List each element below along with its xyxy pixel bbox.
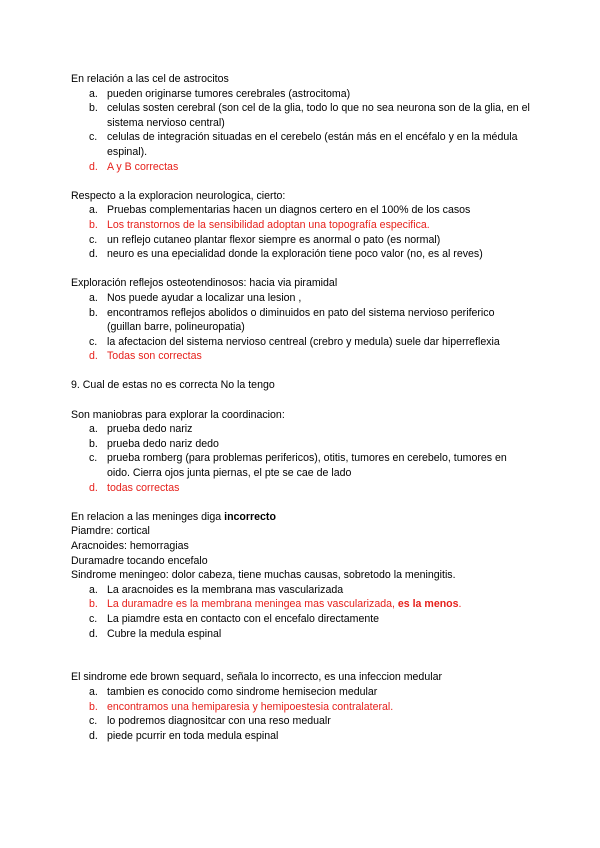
option-a <box>71 87 531 102</box>
option-c <box>71 335 531 350</box>
option-a <box>71 203 531 218</box>
option-text: celulas sosten cerebral (son cel de la glia, todo lo que no sea neurona son de la glia, en el sistema nervioso central) <box>107 102 530 129</box>
option-letter: b. <box>89 700 98 713</box>
option-a <box>71 685 531 700</box>
option-text: un reflejo cutaneo plantar flexor siempre es anormal o pato (es normal) <box>107 233 441 246</box>
option-letter: a. <box>89 291 98 304</box>
option-text: prueba romberg (para problemas perifericos), otitis, tumores en cerebelo, tumores en oido. Cierra ojos junta piernas, el pte se cae de lado <box>107 452 507 480</box>
option-letter: c. <box>89 131 98 144</box>
question-exploracion-neurologica <box>71 189 531 262</box>
option-text: piede pcurrir en toda medula espinal <box>107 729 279 742</box>
option-b <box>71 306 531 335</box>
question-astrocitos <box>71 72 531 174</box>
question-prompt <box>71 510 531 525</box>
option-c <box>71 130 531 159</box>
option-a <box>71 422 531 437</box>
option-d-correct <box>71 349 531 364</box>
option-letter: a. <box>89 87 98 100</box>
question-prompt: Son maniobras para explorar la coordinacion: <box>71 408 285 421</box>
option-c <box>71 714 531 729</box>
option-list <box>71 203 531 261</box>
option-text: celulas de integración situadas en el cerebelo (están más en el encéfalo y en la médula espinal). <box>107 131 518 158</box>
option-text: prueba dedo nariz dedo <box>107 437 219 450</box>
option-c <box>71 612 531 627</box>
option-d-correct <box>71 160 531 175</box>
question-reflejos <box>71 276 531 364</box>
option-letter: a. <box>89 423 98 436</box>
option-letter: c. <box>89 335 98 348</box>
option-text: encontramos una hemiparesia y hemipoestesia contralateral. <box>107 700 394 713</box>
option-c <box>71 233 531 248</box>
option-text: Pruebas complementarias hacen un diagnos certero en el 100% de los casos <box>107 204 471 217</box>
note-sindrome-meningeo: Sindrome meningeo: dolor cabeza, tiene muchas causas, sobretodo la meningitis. <box>71 569 456 582</box>
option-text: La piamdre esta en contacto con el encefalo directamente <box>107 612 380 625</box>
option-letter: a. <box>89 583 98 596</box>
option-letter: c. <box>89 452 98 465</box>
option-text: la afectacion del sistema nervioso centreal (crebro y medula) suele dar hiperreflexia <box>107 335 500 348</box>
option-text: La duramadre es la membrana meningea mas vascularizada, <box>107 598 398 611</box>
note-line: 9. Cual de estas no es correcta No la tengo <box>71 379 275 392</box>
option-letter: b. <box>89 218 98 231</box>
option-text: pueden originarse tumores cerebrales (astrocitoma) <box>107 87 351 100</box>
option-text: Los transtornos de la sensibilidad adoptan una topografía especifica. <box>107 218 430 231</box>
option-text: Todas son correctas <box>107 350 202 363</box>
option-text: A y B correctas <box>107 160 179 173</box>
option-letter: a. <box>89 685 98 698</box>
option-list <box>71 685 531 743</box>
question-prompt: En relación a las cel de astrocitos <box>71 73 229 85</box>
option-c <box>71 451 531 480</box>
option-letter: c. <box>89 233 98 246</box>
prompt-text: En relacion a las meninges diga <box>71 510 225 523</box>
option-letter: c. <box>89 612 98 625</box>
option-text: Nos puede ayudar a localizar una lesion , <box>107 291 302 304</box>
option-after-text: . <box>458 598 462 611</box>
option-text: tambien es conocido como sindrome hemisecion medular <box>107 685 378 698</box>
question-prompt: El sindrome ede brown sequard, señala lo incorrecto, es una infeccion medular <box>71 671 442 684</box>
option-list <box>71 583 531 641</box>
question-brown-sequard <box>71 670 531 743</box>
note-aracnoides: Aracnoides: hemorragias <box>71 540 189 552</box>
option-b-correct <box>71 597 531 612</box>
option-b <box>71 437 531 452</box>
option-letter: b. <box>89 598 98 611</box>
option-a <box>71 291 531 306</box>
option-text: neuro es una epecialidad donde la exploración tiene poco valor (no, es al reves) <box>107 248 483 261</box>
option-list <box>71 291 531 364</box>
option-text: Cubre la medula espinal <box>107 627 222 640</box>
option-text: prueba dedo nariz <box>107 423 193 436</box>
option-letter: d. <box>89 627 98 640</box>
note-duramadre: Duramadre tocando encefalo <box>71 554 208 567</box>
option-list <box>71 422 531 495</box>
option-letter: d. <box>89 160 98 173</box>
option-b-correct <box>71 700 531 715</box>
option-letter: b. <box>89 306 98 319</box>
option-d <box>71 627 531 642</box>
option-d <box>71 729 531 744</box>
question-meninges <box>71 510 531 641</box>
option-d <box>71 247 531 262</box>
option-b-correct <box>71 218 531 233</box>
option-letter: d. <box>89 248 98 261</box>
question-prompt: Respecto a la exploracion neurologica, cierto: <box>71 189 286 202</box>
option-letter: c. <box>89 715 98 728</box>
option-text: La aracnoides es la membrana mas vascularizada <box>107 583 344 596</box>
option-letter: a. <box>89 204 98 217</box>
document-body <box>71 72 531 743</box>
note-piamadre: Piamdre: cortical <box>71 525 150 538</box>
option-bold-text: es la menos <box>397 598 459 611</box>
option-b <box>71 101 531 130</box>
option-letter: b. <box>89 102 98 115</box>
option-text: lo podremos diagnositcar con una reso medualr <box>107 715 331 728</box>
option-d-correct <box>71 481 531 496</box>
option-letter: d. <box>89 481 98 494</box>
option-letter: d. <box>89 350 98 363</box>
question-coordinacion <box>71 408 531 496</box>
option-letter: b. <box>89 437 98 450</box>
option-a <box>71 583 531 598</box>
option-text: todas correctas <box>107 481 180 494</box>
option-text: encontramos reflejos abolidos o diminuidos en pato del sistema nervioso periferico (guillan barre, polineuropatia) <box>107 306 495 334</box>
prompt-bold: incorrecto <box>224 510 276 523</box>
question-prompt: Exploración reflejos osteotendinosos: hacia via piramidal <box>71 277 338 290</box>
option-list <box>71 87 531 175</box>
option-letter: d. <box>89 729 98 742</box>
